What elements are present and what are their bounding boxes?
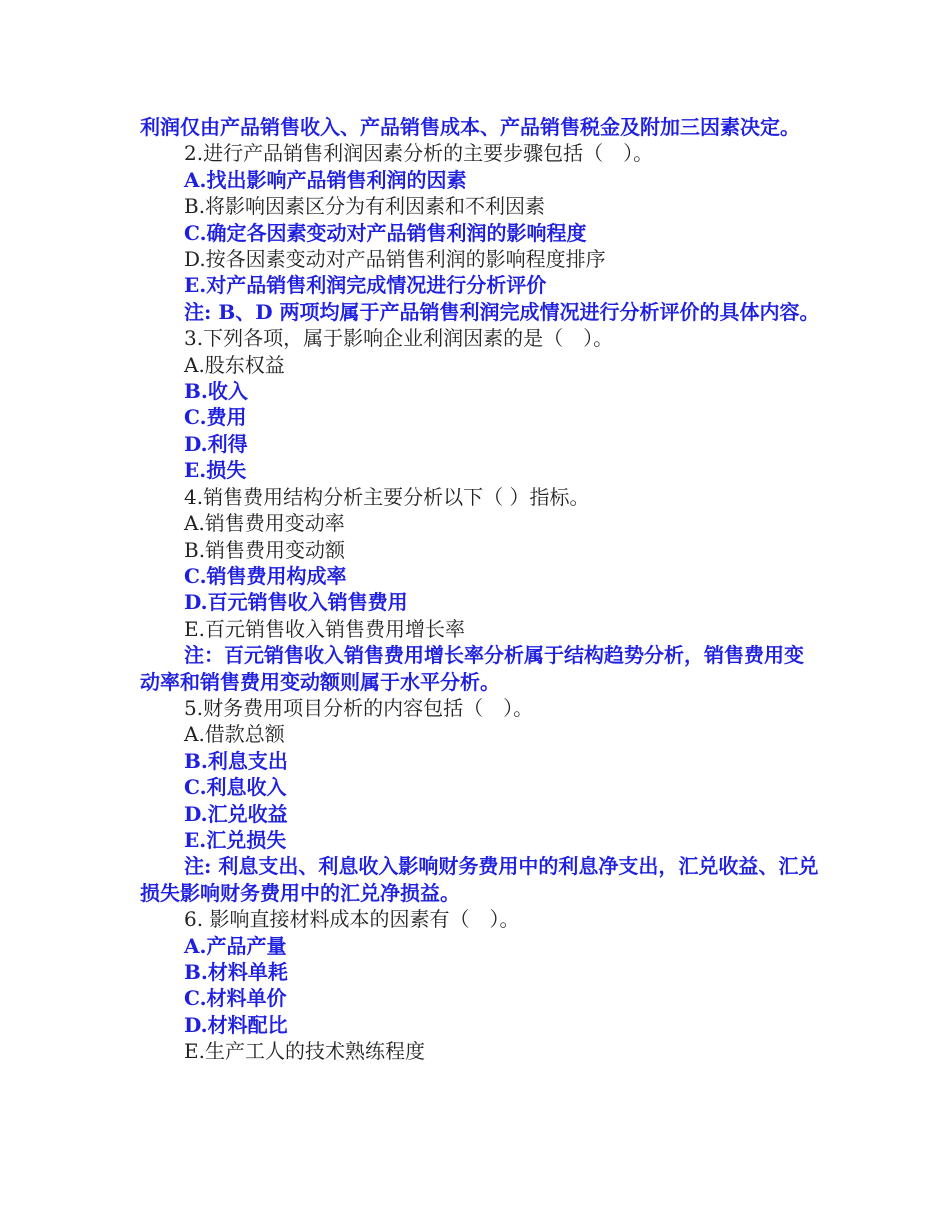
- option-5b: B.利息支出: [184, 748, 288, 773]
- option-3c: C.费用: [184, 405, 247, 430]
- question-2: 2.进行产品销售利润因素分析的主要步骤包括（ ）。: [184, 141, 654, 166]
- option-3e: E.损失: [184, 458, 247, 483]
- question-6: 6. 影响直接材料成本的因素有（ ）。: [184, 907, 520, 932]
- option-6b: B.材料单耗: [184, 960, 288, 984]
- option-3d: D.利得: [184, 431, 248, 456]
- option-2a: A.找出影响产品销售利润的因素: [184, 167, 467, 192]
- note-continuation: 利润仅由产品销售收入、产品销售成本、产品销售税金及附加三因素决定。: [140, 115, 800, 139]
- option-5e: E.汇兑损失: [184, 827, 287, 852]
- option-4e: E.百元销售收入销售费用增长率: [184, 616, 465, 641]
- option-6d: D.材料配比: [184, 1012, 288, 1037]
- note-4: 注：百元销售收入销售费用增长率分析属于结构趋势分析，销售费用变动率和销售费用变动额则属于水平分析。: [140, 643, 804, 694]
- option-4d: D.百元销售收入销售费用: [184, 590, 408, 615]
- option-5d: D.汇兑收益: [184, 801, 288, 826]
- option-4c: C.销售费用构成率: [184, 563, 347, 588]
- question-3: 3.下列各项，属于影响企业利润因素的是（ ）。: [184, 326, 614, 351]
- option-2e: E.对产品销售利润完成情况进行分析评价: [184, 273, 547, 298]
- option-3b: B.收入: [184, 379, 248, 404]
- option-6e: E.生产工人的技术熟练程度: [184, 1039, 425, 1064]
- option-3a: A.股东权益: [184, 352, 285, 377]
- note-2: 注: B、D 两项均属于产品销售利润完成情况进行分析评价的具体内容。: [184, 299, 820, 324]
- option-4a: A.销售费用变动率: [184, 511, 345, 536]
- option-6a: A.产品产量: [184, 933, 287, 958]
- option-2c: C.确定各因素变动对产品销售利润的影响程度: [184, 220, 587, 245]
- option-2b: B.将影响因素区分为有利因素和不利因素: [184, 194, 546, 219]
- question-4: 4.销售费用结构分析主要分析以下（ ）指标。: [184, 484, 590, 509]
- option-5a: A.借款总额: [184, 722, 285, 747]
- option-4b: B.销售费用变动额: [184, 537, 346, 562]
- option-6c: C.材料单价: [184, 986, 287, 1011]
- option-2d: D.按各因素变动对产品销售利润的影响程度排序: [184, 247, 606, 272]
- option-5c: C.利息收入: [184, 775, 287, 800]
- document-page: [140, 114, 820, 1065]
- note-5: 注: 利息支出、利息收入影响财务费用中的利息净支出，汇兑收益、汇兑损失影响财务费用中的汇兑净损益。: [140, 854, 819, 905]
- question-5: 5.财务费用项目分析的内容包括（ ）。: [184, 695, 534, 720]
